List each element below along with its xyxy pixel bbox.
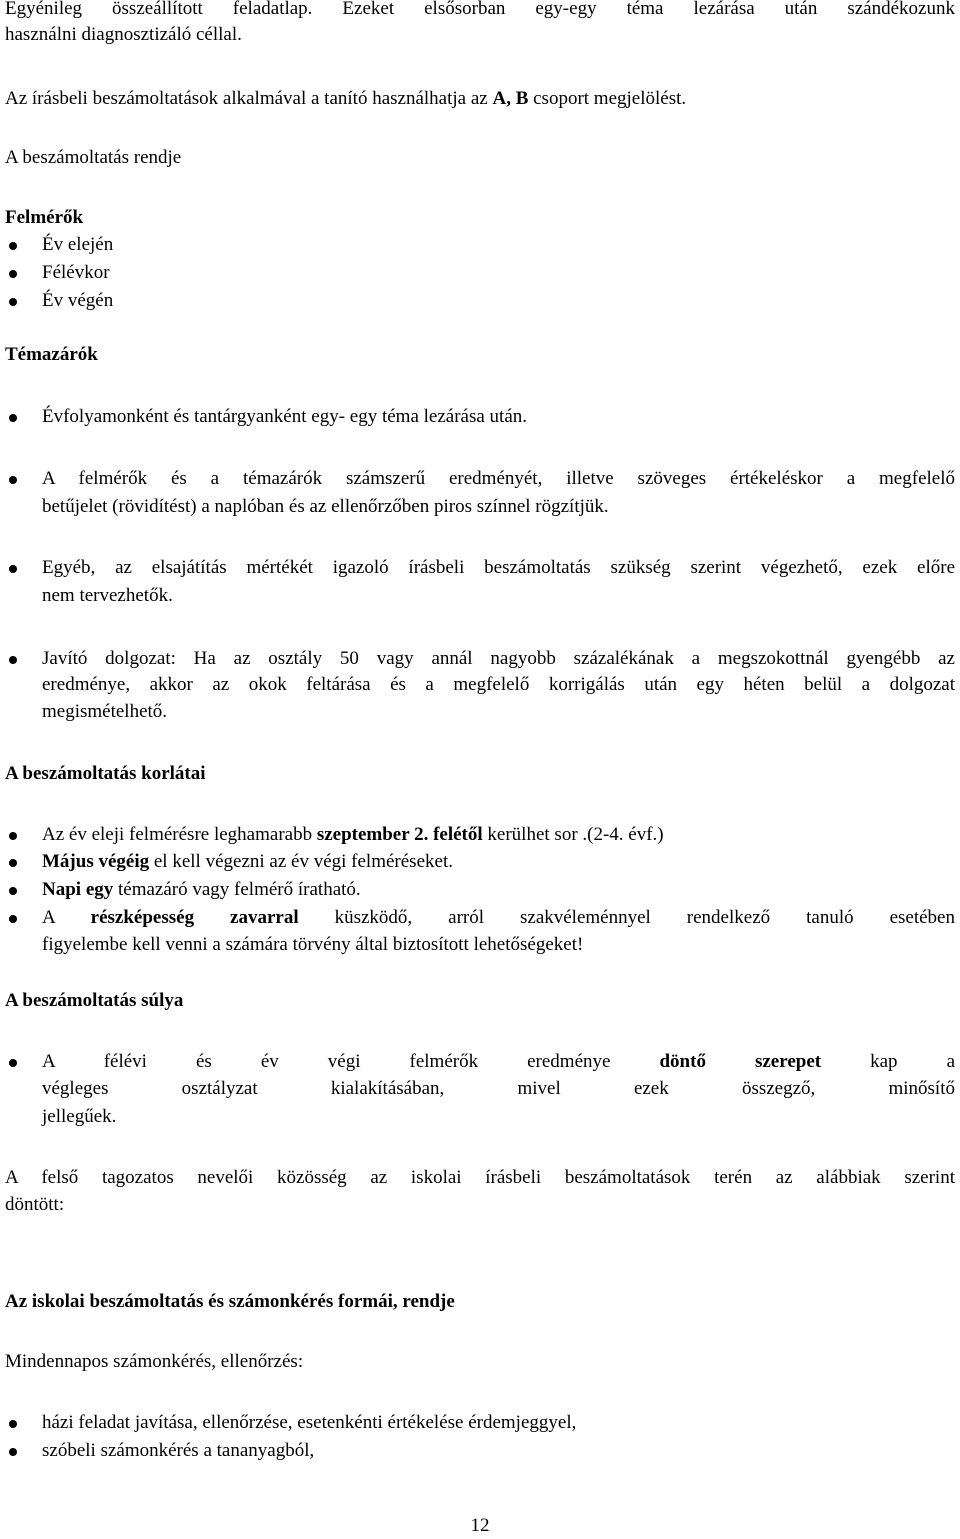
bullet-icon [9, 915, 17, 923]
bullet-icon [9, 565, 17, 573]
korlatai-item-4-pre: A [42, 907, 91, 928]
rendje-bullet-3-line-1: Egyéb, az elsajátítás mértékét igazoló írásbeli beszámoltatás szükség szerint végezhető, ezek előre [42, 557, 955, 578]
korlatai-item-1 [42, 822, 955, 848]
korlatai-item-2 [42, 849, 955, 875]
formai-item: házi feladat javítása, ellenőrzése, esetenkénti értékelése érdemjeggyel, [42, 1412, 577, 1433]
korlatai-item-1-bold: szeptember 2. felétől [316, 824, 483, 845]
formai-subheading: Mindennapos számonkérés, ellenőrzés: [5, 1351, 304, 1372]
sulya-heading: A beszámoltatás súlya [5, 990, 184, 1011]
rendje-bullet-2-line-1: A felmérők és a témazárók számszerű eredményét, illetve szöveges értékeléskor a megfelelő [42, 468, 955, 489]
bullet-icon [9, 270, 17, 278]
groups-sentence [5, 86, 955, 112]
groups-pre: Az írásbeli beszámoltatások alkalmával a tanító használhatja az [5, 88, 493, 109]
korlatai-item-4-line-1 [42, 905, 955, 931]
rendje-heading: A beszámoltatás rendje [5, 147, 182, 168]
intro-line-2: használni diagnosztizáló céllal. [5, 24, 242, 45]
felmerok-item: Év elején [42, 234, 114, 255]
temazarok-title: Témazárók [5, 344, 98, 365]
korlatai-item-4-post: küszködő, arról szakvéleménnyel rendelkező tanuló esetében [298, 907, 955, 928]
formai-item: szóbeli számonkérés a tananyagból, [42, 1440, 315, 1461]
korlatai-item-1-post: kerülhet sor .(2-4. évf.) [482, 824, 664, 845]
bullet-icon [9, 887, 17, 895]
bullet-icon [9, 414, 17, 422]
closing-line-2: döntött: [5, 1194, 65, 1215]
bullet-icon [9, 832, 17, 840]
closing-line-1: A felső tagozatos nevelői közösség az iskolai írásbeli beszámoltatások terén az alábbiak szerint [5, 1167, 955, 1188]
felmerok-item: Félévkor [42, 262, 110, 283]
korlatai-item-3 [42, 877, 955, 903]
felmerok-title: Felmérők [5, 207, 84, 228]
bullet-icon [9, 656, 17, 664]
korlatai-item-4-bold: részképesség zavarral [90, 907, 299, 928]
bullet-icon [9, 476, 17, 484]
sulya-line-1-pre: A félévi és év végi felmérők eredménye [42, 1051, 660, 1072]
bullet-icon [9, 298, 17, 306]
intro-line-1: Egyénileg összeállított feladatlap. Ezeket elsősorban egy-egy téma lezárása után szándékozunk [5, 0, 955, 19]
korlatai-item-3-bold: Napi egy [42, 879, 114, 900]
rendje-bullet-4-line-1: Javító dolgozat: Ha az osztály 50 vagy annál nagyobb százalékának a megszokottnál gyengébb az [42, 648, 955, 669]
bullet-icon [9, 1059, 17, 1067]
sulya-line-1-bold: döntő szerepet [659, 1051, 822, 1072]
korlatai-item-3-post: témazáró vagy felmérő íratható. [113, 879, 361, 900]
groups-bold: A, B [492, 88, 529, 109]
rendje-bullet-3-line-2: nem tervezhetők. [42, 585, 173, 606]
korlatai-item-2-bold: Május végéig [42, 851, 150, 872]
rendje-bullet-2-line-2: betűjelet (rövidítést) a naplóban és az ellenőrzőben piros színnel rögzítjük. [42, 496, 609, 517]
felmerok-item: Év végén [42, 290, 114, 311]
sulya-line-2: végleges osztályzat kialakításában, mivel ezek összegző, minősítő [42, 1078, 955, 1099]
bullet-icon [9, 859, 17, 867]
rendje-bullet-4-line-3: megismételhető. [42, 701, 168, 722]
korlatai-heading: A beszámoltatás korlátai [5, 763, 206, 784]
korlatai-item-1-pre: Az év eleji felmérésre leghamarabb [42, 824, 317, 845]
sulya-line-1-post: kap a [821, 1051, 956, 1072]
bullet-icon [9, 1420, 17, 1428]
rendje-bullet-4-line-2: eredménye, akkor az okok feltárása és a megfelelő korrigálás után egy héten belül a dolgozat [42, 674, 955, 695]
groups-post: csoport megjelölést. [528, 88, 687, 109]
bullet-icon [9, 242, 17, 250]
formai-heading: Az iskolai beszámoltatás és számonkérés formái, rendje [5, 1291, 455, 1312]
sulya-line-1 [42, 1049, 955, 1075]
rendje-bullet-1: Évfolyamonként és tantárgyanként egy- egy téma lezárása után. [42, 406, 528, 427]
page-number: 12 [470, 1515, 490, 1536]
bullet-icon [9, 1448, 17, 1456]
korlatai-item-4-line-2: figyelembe kell venni a számára törvény által biztosított lehetőségeket! [42, 934, 584, 955]
sulya-line-3: jellegűek. [42, 1106, 117, 1127]
korlatai-item-2-post: el kell végezni az év végi felméréseket. [149, 851, 453, 872]
